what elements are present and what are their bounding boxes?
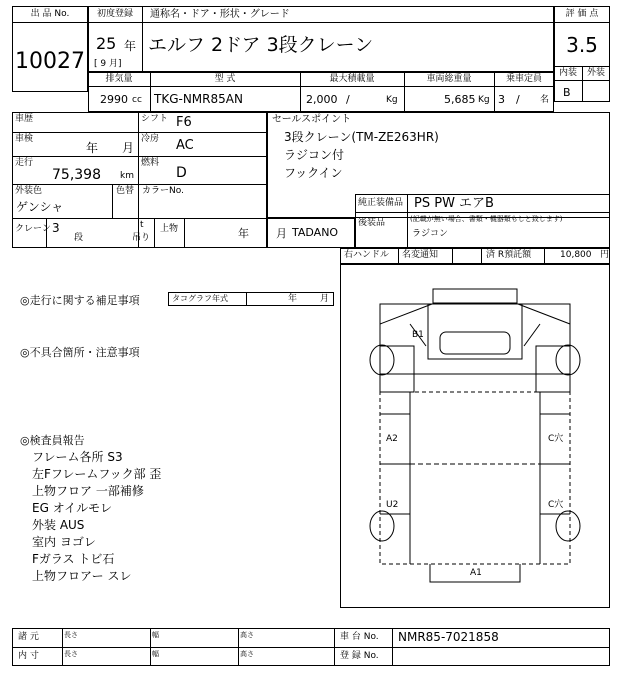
std-equipment-label: 純正装備品 [358,198,404,208]
inspector-line: 室内 ヨゴレ [32,535,96,549]
footer-row1-label: 諸 元 [18,632,39,642]
recycle-unit: 円 [600,250,610,260]
fuel-label: 燃料 [141,158,160,168]
length-label: 長さ [64,631,78,639]
recycle-amount: 10,800 [560,250,592,260]
capacity: 3 [498,93,505,106]
gross-weight: 5,685 [444,93,476,106]
shift: F6 [176,115,192,130]
lot-no: 10027 [15,49,85,74]
grade: 3.5 [566,33,598,57]
crane-stage: 3 [52,221,60,235]
upper-year-unit: 年 [238,227,249,240]
gross-weight-label: 車両総重量 [426,74,472,84]
driving-notes-label: ◎走行に関する補足事項 [20,294,140,307]
chassis-label: 車 台 No. [340,632,379,642]
color-no-label: カラーNo. [142,186,184,196]
name-change: 名変通知 [402,250,439,260]
inspection-month-unit: 月 [122,141,135,155]
inspector-line: EG オイルモレ [32,501,113,515]
truck-diagram [340,264,610,608]
width-label: 幅 [152,631,159,639]
capacity-label: 乗車定員 [505,74,542,84]
height-label: 高さ [240,631,254,639]
name-change-box [452,248,482,264]
chassis-no: NMR85-7021858 [398,630,499,644]
max-load-slash: / [346,93,350,106]
displacement-unit: cc [132,95,142,105]
year-unit: 年 [124,39,137,53]
displacement: 2990 [100,93,128,106]
history-label: 車歴 [15,114,34,124]
tachograph-label: タコグラフ年式 [172,294,228,303]
inspector-line: 左Fフレームフック部 歪 [32,467,162,481]
type-label: 型 式 [214,74,236,84]
inspection-label: 車検 [15,134,34,144]
crane-hoist-unit: 吊り [132,233,151,243]
width-label: 幅 [152,650,159,658]
max-load: 2,000 [306,93,338,106]
first-reg-year: 25 [96,34,117,53]
max-load-label: 最大積載量 [329,74,375,84]
tachograph-month-unit: 月 [320,294,330,304]
inspector-line: Fガラス トビ石 [32,552,115,566]
lot-no-label: 出 品 No. [30,9,70,19]
model-name-label: 通称名・ドア・形状・グレード [150,9,290,20]
defects-label: ◎不具合箇所・注意事項 [20,346,140,359]
inspection-year-unit: 年 [86,141,99,155]
mileage: 75,398 [52,167,101,183]
sales-point-line: ラジコン付 [284,148,345,162]
color-code-label: 色替 [116,186,135,196]
ac-label: 冷房 [141,134,160,144]
crane-label: クレーン [15,224,51,234]
first-reg-label: 初度登録 [96,9,133,19]
footer-row2-label: 内 寸 [18,651,39,661]
recycle-label: 済 R預託額 [486,250,532,260]
inspector-line: 外装 AUS [32,518,85,532]
inspector-line: 上物フロア 一部補修 [32,484,144,498]
capacity-unit: 名 [540,95,550,105]
tachograph-year-unit: 年 [288,294,298,304]
color: ゲンシャ [16,200,64,214]
rhd: 右ハンドル [344,250,390,260]
damage-mark: B1 [412,330,424,340]
aftermarket-label: 後装品 [358,218,386,228]
inspector-line: フレーム各所 S3 [32,450,123,464]
damage-mark: C穴 [548,500,564,510]
upper-month-unit: 月 [276,227,287,240]
sales-points-label: セールスポイント [272,114,352,125]
interior-grade: B [563,86,571,99]
first-reg-month: [ 9 月] [94,59,122,69]
color-label: 外装色 [15,186,43,196]
damage-mark: A2 [386,434,398,444]
sales-point-line: フックイン [284,166,343,180]
upper-maker: TADANO [292,226,339,239]
std-equipment: PS PW エアB [414,196,494,211]
grade-label: 評 価 点 [565,9,599,19]
shift-label: シフト [141,114,169,124]
crane-stage-unit: 段 [74,233,84,243]
inspector-line: 上物フロアー スレ [32,569,132,583]
registration-label: 登 録 No. [340,651,379,661]
max-load-unit: Kg [386,95,398,105]
fuel: D [176,165,187,181]
damage-mark: C穴 [548,434,564,444]
gross-weight-unit: Kg [478,95,490,105]
aftermarket: ラジコン [412,229,449,239]
model-name: エルフ 2ドア 3段クレーン [148,34,374,56]
damage-mark: A1 [470,568,482,578]
exterior-label: 外装 [586,68,605,78]
aftermarket-note: (記載が無い場合、書類・機器類もしと致します) [410,215,563,223]
displacement-label: 排気量 [105,74,133,84]
inspector-label: ◎検査員報告 [20,434,85,447]
sales-point-line: 3段クレーン(TM-ZE263HR) [284,130,439,144]
height-label: 高さ [240,650,254,658]
type: TKG-NMR85AN [154,92,243,106]
damage-mark: U2 [386,500,399,510]
upper-label: 上物 [160,224,179,234]
interior-label: 内装 [558,68,577,78]
crane-ton-unit: t [140,220,144,230]
mileage-unit: km [120,171,134,181]
length-label: 長さ [64,650,78,658]
capacity-slash: / [516,93,520,106]
ac: AC [176,138,194,153]
mileage-label: 走行 [15,158,34,168]
